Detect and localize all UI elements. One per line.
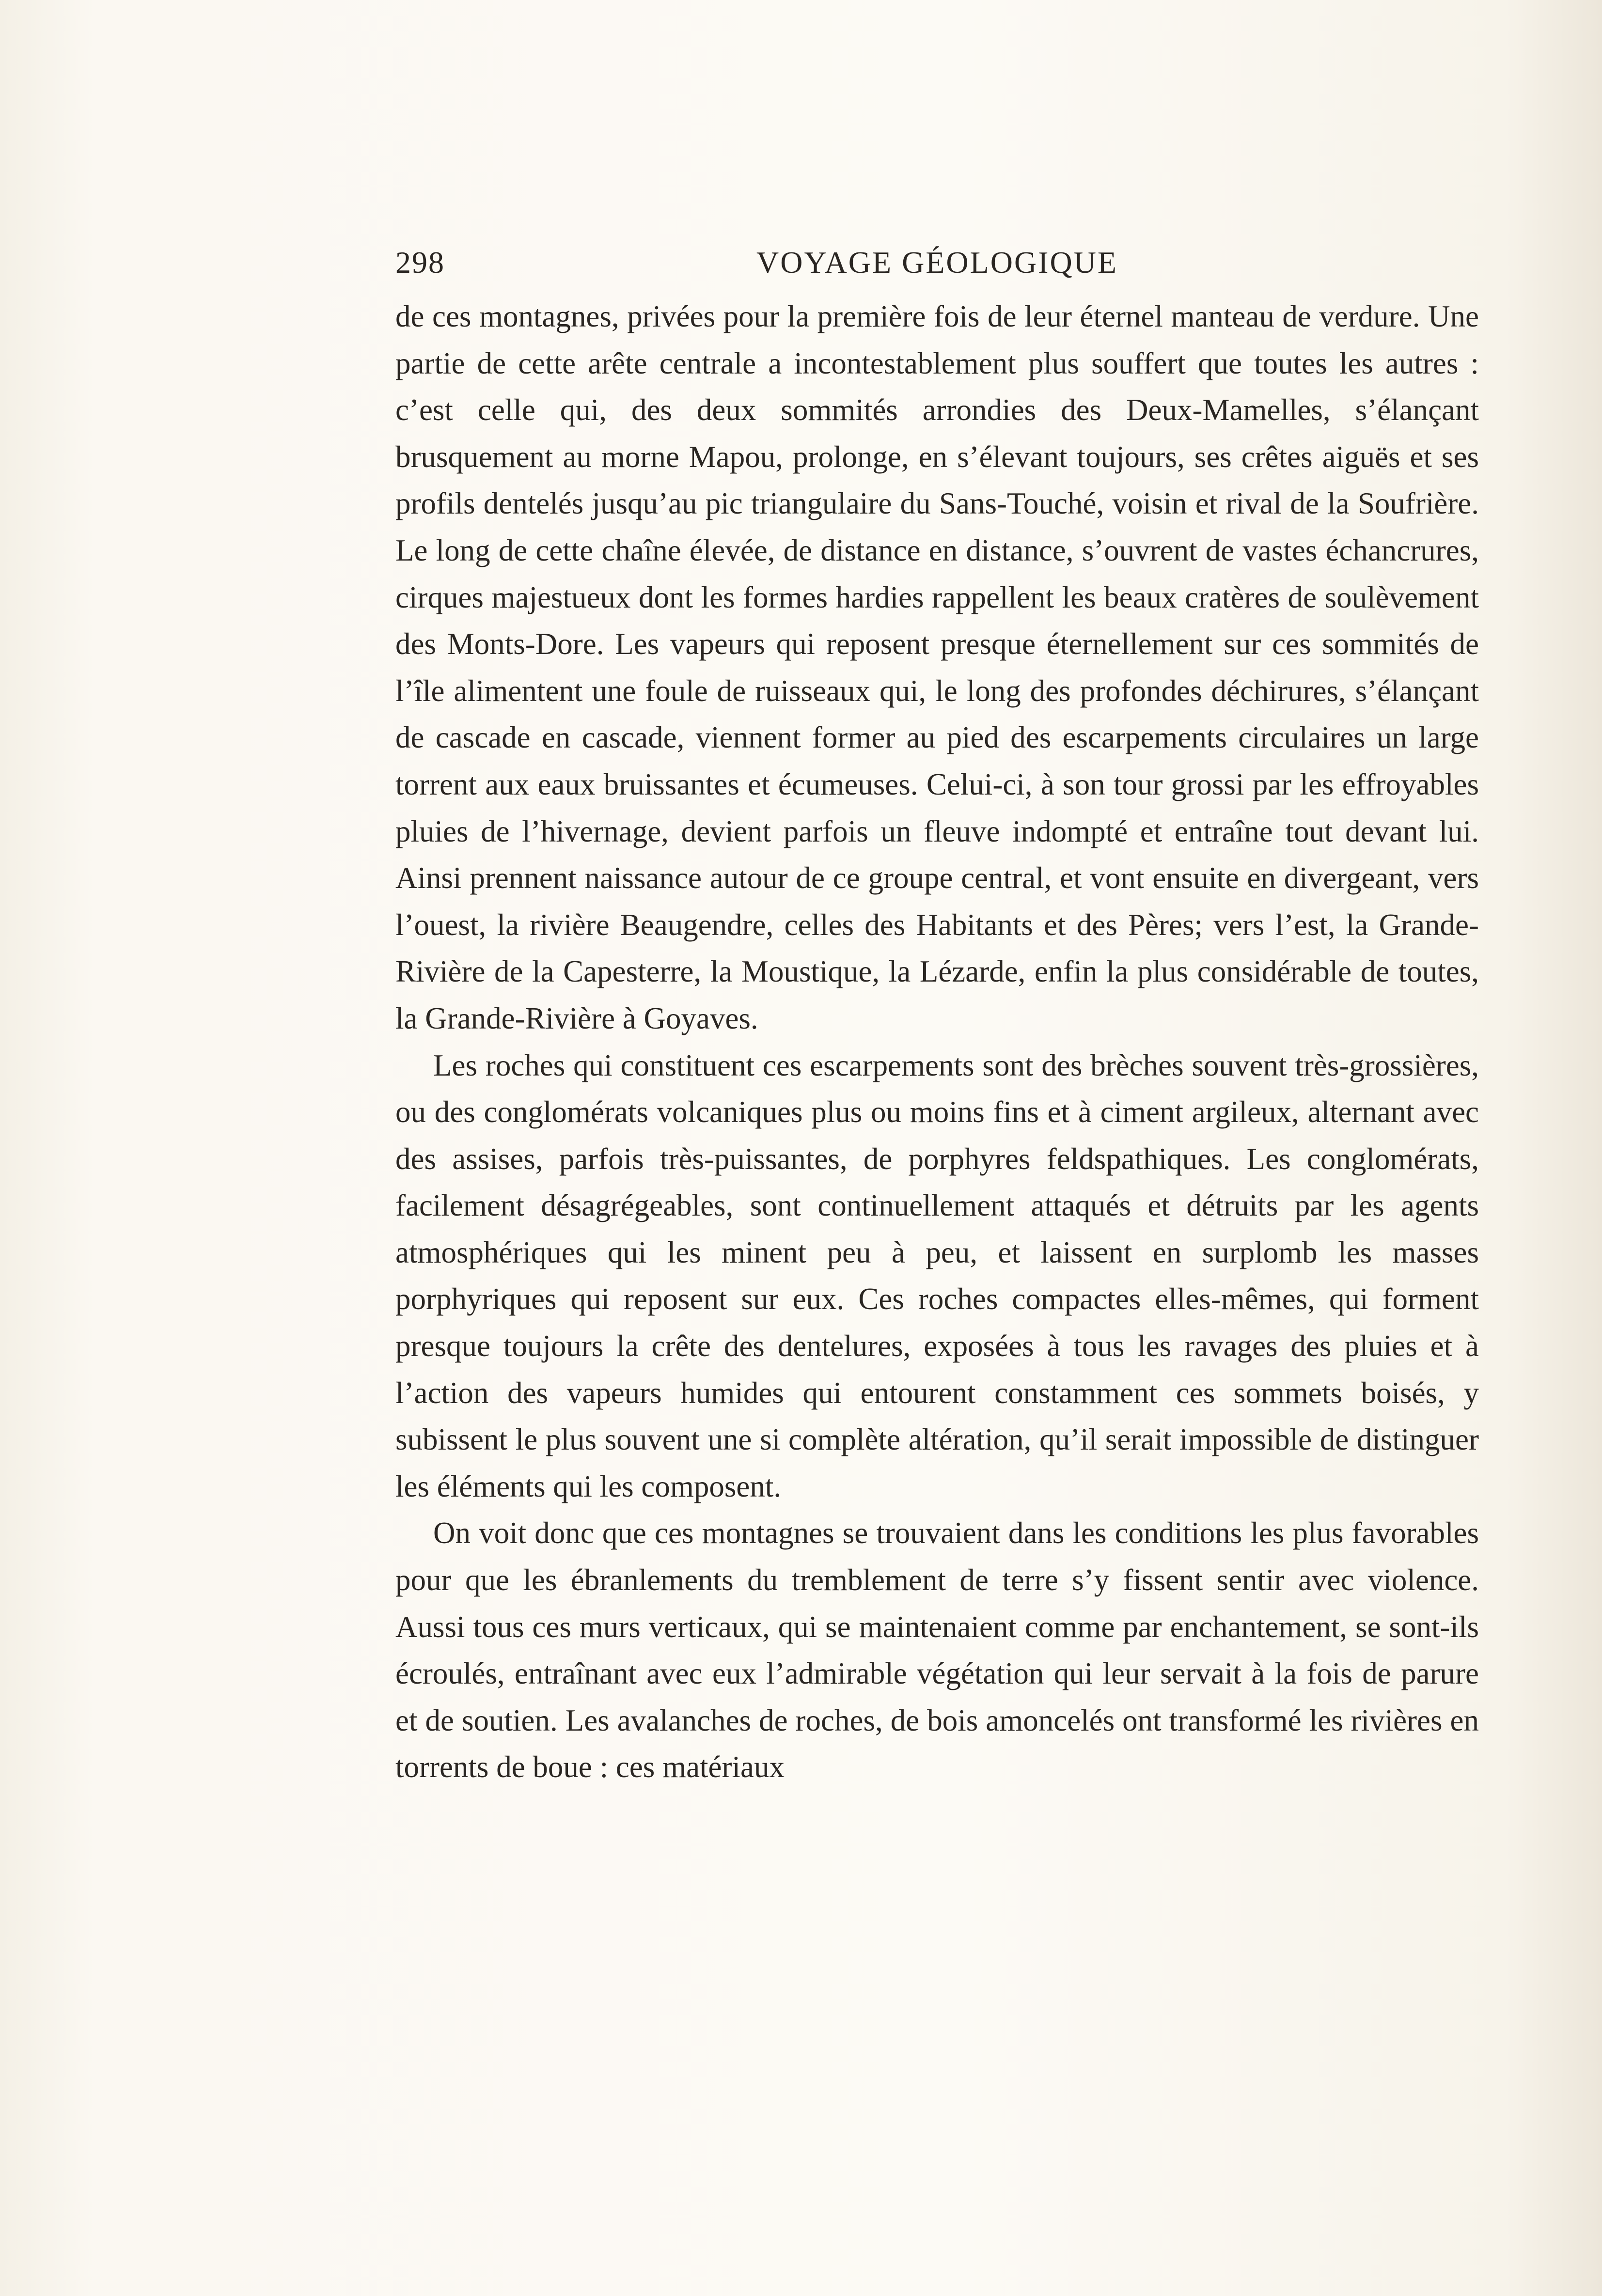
paragraph-3: On voit donc que ces montagnes se trouvaient dans les conditions les plus favorables pour que les ébranlements du tremblement de terre s’y fissent sentir avec violence. Aussi tous ces murs verticaux, qui se maintenaient comme par enchantement, se sont-ils écroulés, entraînant avec eux l’admirable végétation qui leur servait à la fois de parure et de soutien. Les avalanches de roches, de bois amoncelés ont transformé les rivières en torrents de boue : ces matériaux <box>395 1516 1479 1784</box>
running-head <box>395 245 1479 293</box>
paragraph-1: de ces montagnes, privées pour la première fois de leur éternel manteau de verdure. Une partie de cette arête centrale a incontestablement plus souffert que toutes les autres : c’est celle qui, des deux sommités arrondies des Deux-Mamelles, s’élançant brusquement au morne Mapou, prolonge, en s’élevant toujours, ses crêtes aiguës et ses profils dentelés jusqu’au pic triangulaire du Sans-Touché, voisin et rival de la Soufrière. Le long de cette chaîne élevée, de distance en distance, s’ouvrent de vastes échancrures, cirques majestueux dont les formes hardies rappellent les beaux cratères de soulèvement des Monts-Dore. Les vapeurs qui reposent presque éternellement sur ces sommités de l’île alimentent une foule de ruisseaux qui, le long des profondes déchirures, s’élançant de cascade en cascade, viennent former au pied des escarpements circulaires un large torrent aux eaux bruissantes et écumeuses. Celui-ci, à son tour grossi par les effroyables pluies de l’hivernage, devient parfois un fleuve indompté et entraîne tout devant lui. Ainsi prennent naissance autour de ce groupe central, et vont ensuite en divergeant, vers l’ouest, la rivière Beaugendre, celles des Habitants et des Pères; vers l’est, la Grande-Rivière de la Capesterre, la Moustique, la Lézarde, enfin la plus considérable de toutes, la Grande-Rivière à Goyaves. <box>395 299 1479 1035</box>
page-number: 298 <box>395 245 445 280</box>
text-block <box>395 245 1479 1791</box>
paragraph-2: Les roches qui constituent ces escarpements sont des brèches souvent très-grossières, ou des conglomérats volcaniques plus ou moins fins et à ciment argileux, alternant avec des assises, parfois très-puissantes, de porphyres feldspathiques. Les conglomérats, facilement désagrégeables, sont continuellement attaqués et détruits par les agents atmosphériques qui les minent peu à peu, et laissent en surplomb les masses porphyriques qui reposent sur eux. Ces roches compactes elles-mêmes, qui forment presque toujours la crête des dentelures, exposées à tous les ravages des pluies et à l’action des vapeurs humides qui entourent constamment ces sommets boisés, y subissent le plus souvent une si complète altération, qu’il serait impossible de distinguer les éléments qui les composent. <box>395 1048 1479 1503</box>
body-text <box>395 293 1479 1791</box>
running-title: VOYAGE GÉOLOGIQUE <box>756 245 1118 280</box>
